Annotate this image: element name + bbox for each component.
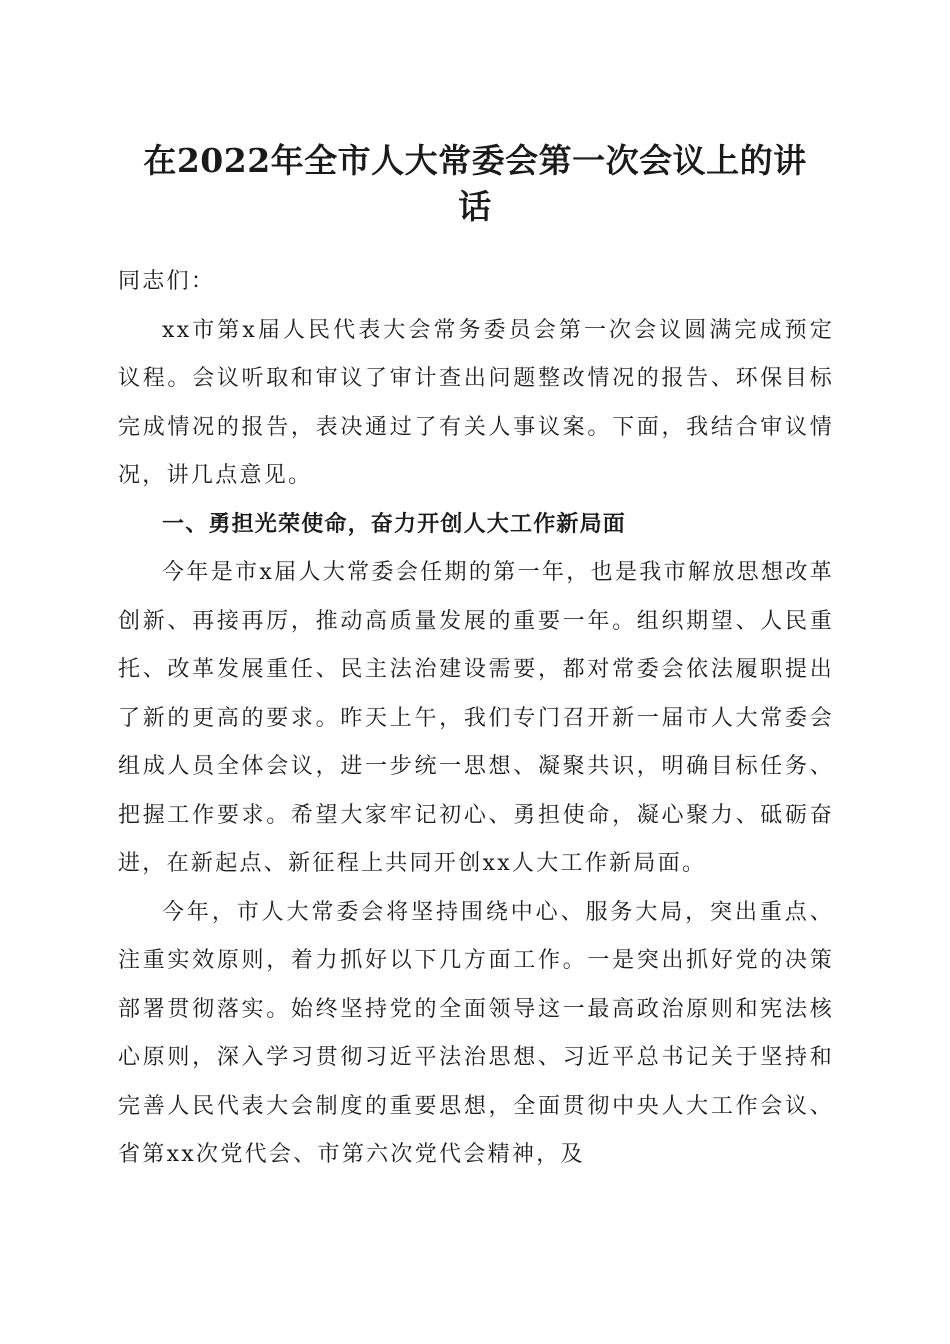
title-line-1: 在2022年全市人大常委会第一次会议上的讲 bbox=[143, 141, 807, 180]
section-heading-1: 一、勇担光荣使命，奋力开创人大工作新局面 bbox=[162, 511, 627, 537]
title-line-2: 话 bbox=[458, 187, 492, 226]
document-title bbox=[95, 138, 855, 230]
section-1-paragraph-1: 今年是市x届人大常委会任期的第一年，也是我市解放思想改革创新、再接再厉，推动高质量发展的重要一年。组织期望、人民重托、改革发展重任、民主法治建设需要，都对常委会依法履职提出了新的更高的要求。昨天上午，我们专门召开新一届市人大常委会组成人员全体会议，进一步统一思想、凝聚共识，明确目标任务、把握工作要求。希望大家牢记初心、勇担使命，凝心聚力、砥砺奋进，在新起点、新征程上共同开创xx人大工作新局面。 bbox=[118, 560, 834, 876]
document-body bbox=[118, 258, 834, 1180]
salutation: 同志们： bbox=[118, 269, 216, 294]
section-1-paragraph-2: 今年，市人大常委会将坚持围绕中心、服务大局，突出重点、注重实效原则，着力抓好以下几方面工作。一是突出抓好党的决策部署贯彻落实。始终坚持党的全面领导这一最高政治原则和宪法核心原则，深入学习贯彻习近平法治思想、习近平总书记关于坚持和完善人民代表大会制度的重要思想，全面贯彻中央人大工作会议、省第xx次党代会、市第六次党代会精神，及 bbox=[118, 899, 834, 1167]
intro-paragraph: xx市第x届人民代表大会常务委员会第一次会议圆满完成预定议程。会议听取和审议了审计查出问题整改情况的报告、环保目标完成情况的报告，表决通过了有关人事议案。下面，我结合审议情况，讲几点意见。 bbox=[118, 317, 834, 488]
